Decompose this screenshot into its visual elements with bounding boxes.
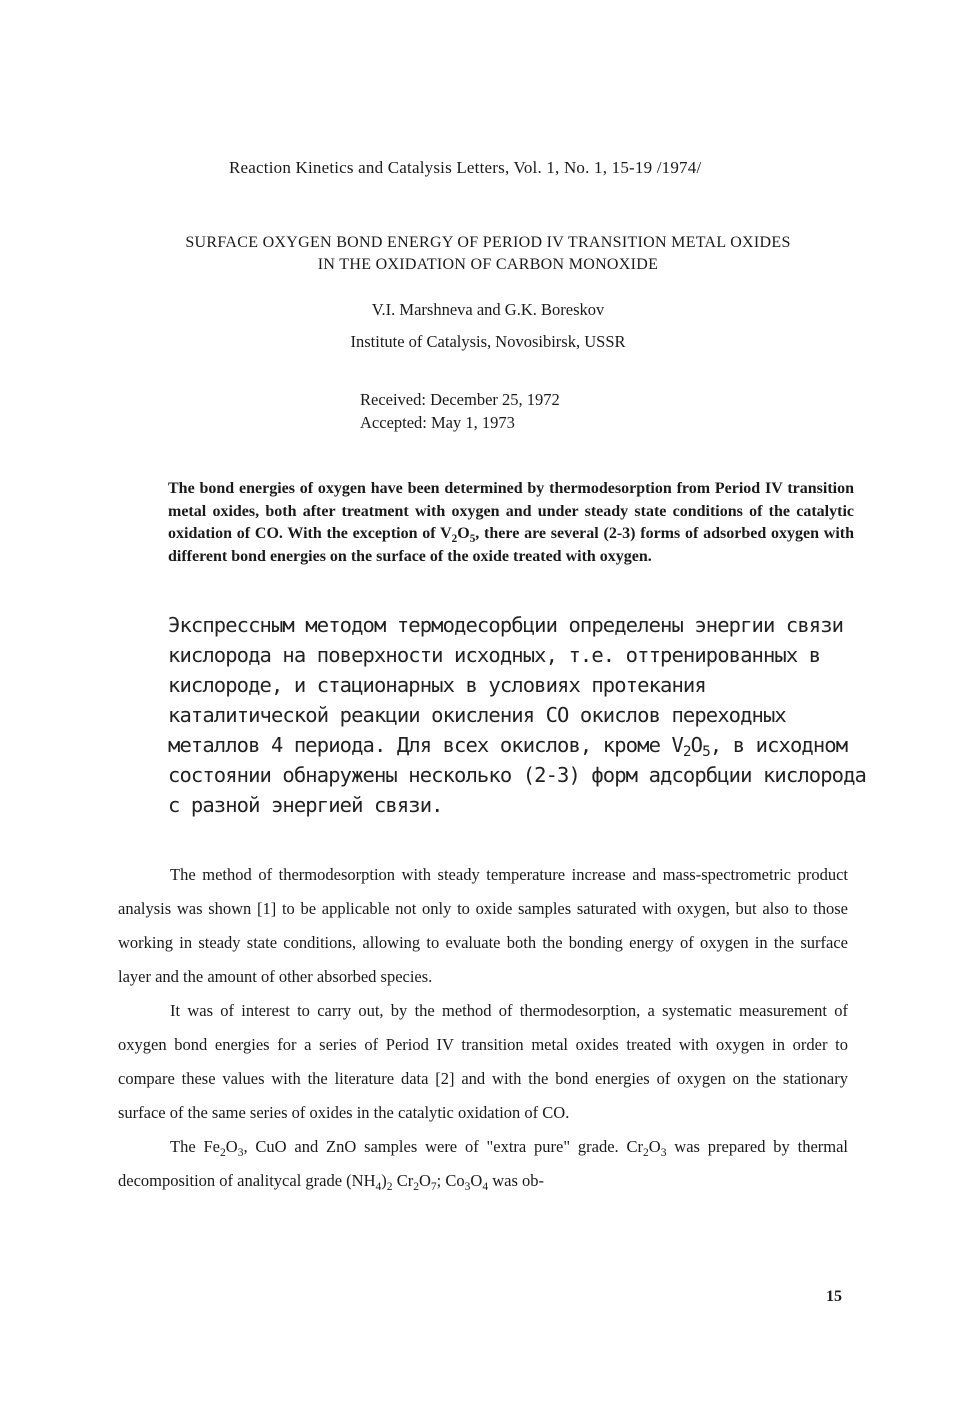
page-number: 15	[826, 1288, 842, 1305]
abstract-english	[168, 478, 854, 568]
title-line-2: IN THE OXIDATION OF CARBON MONOXIDE	[317, 256, 659, 273]
p3-sub: 2	[413, 1181, 419, 1193]
abstract-russian	[168, 610, 868, 820]
p3-sub: 4	[482, 1181, 489, 1193]
dates-block	[360, 388, 560, 434]
abstract-sub: 5	[469, 533, 476, 545]
body-text	[118, 858, 848, 1198]
p3-text: ; Co	[436, 1171, 465, 1190]
p3-text: O	[418, 1171, 431, 1190]
affiliation: Institute of Catalysis, Novosibirsk, USSR	[350, 332, 626, 351]
paragraph-3	[118, 1130, 848, 1198]
p3-sub: 3	[464, 1181, 471, 1193]
journal-citation: Reaction Kinetics and Catalysis Letters, Vol. 1, No. 1, 15-19 /1974/	[229, 158, 702, 177]
abstract-text-1: The bond energies of oxygen have been determined by thermodesorption from Period IV transition metal oxides, both after treatment with oxygen and under steady state conditions of the catalytic oxidation of CO. With the exception of V	[168, 480, 854, 542]
p3-text: Cr	[392, 1171, 414, 1190]
p3-text: The Fe	[170, 1137, 220, 1156]
p3-sub: 2	[643, 1147, 649, 1159]
p3-text: was ob-	[488, 1171, 545, 1190]
russian-sub: 5	[702, 744, 710, 760]
paper-title	[110, 232, 866, 276]
accepted-date: Accepted: May 1, 1973	[360, 413, 515, 432]
authors: V.I. Marshneva and G.K. Boreskov	[371, 300, 605, 319]
title-line-1: SURFACE OXYGEN BOND ENERGY OF PERIOD IV TRANSITION METAL OXIDES	[185, 234, 791, 251]
p3-sub: 3	[660, 1147, 667, 1159]
russian-text-2: , в исходном состоянии обнаружены несколько (2-3) форм адсорбции кислорода с разной энергией связи.	[168, 733, 866, 817]
abstract-text-2: , there are several (2-3) forms of adsorbed oxygen with different bond energies on the surface of the oxide treated with oxygen.	[168, 525, 855, 565]
p3-text: was prepared by thermal decomposition of analitycal grade (NH	[118, 1137, 849, 1190]
p3-text: O	[470, 1171, 483, 1190]
russian-text-o: O	[690, 733, 703, 757]
p3-text: )	[381, 1171, 387, 1190]
abstract-text-o: O	[457, 525, 470, 542]
p3-sub: 3	[237, 1147, 244, 1159]
abstract-sub: 2	[451, 533, 458, 545]
paragraph-2: It was of interest to carry out, by the method of thermodesorption, a systematic measurement of oxygen bond energies for a series of Period IV transition metal oxides treated with oxygen in order to compare these values with the literature data [2] and with the bond energies of oxygen on the stationary surface of the same series of oxides in the catalytic oxidation of CO.	[118, 1001, 848, 1122]
received-date: Received: December 25, 1972	[360, 390, 560, 409]
p3-sub: 2	[386, 1181, 393, 1193]
p3-text: O	[648, 1137, 661, 1156]
p3-text: , CuO and ZnO samples were of "extra pure" grade. Cr	[243, 1137, 643, 1156]
russian-sub: 2	[682, 744, 691, 760]
p3-sub: 2	[219, 1147, 226, 1159]
p3-sub: 7	[430, 1181, 437, 1193]
p3-sub: 4	[375, 1181, 382, 1193]
paragraph-1: The method of thermodesorption with steady temperature increase and mass-spectrometric product analysis was shown [1] to be applicable not only to oxide samples saturated with oxygen, but also to those working in steady state conditions, allowing to evaluate both the bonding energy of oxygen in the surface layer and the amount of other absorbed species.	[118, 865, 848, 986]
russian-text-1: Экспрессным методом термодесорбции определены энергии связи кислорода на поверхности исходных, т.е. оттренированных в кислороде, и стационарных в условиях протекания каталитической реакции окисления CO окислов переходных металлов 4 периода. Для всех окислов, кроме V	[168, 613, 844, 757]
p3-text: O	[225, 1137, 238, 1156]
